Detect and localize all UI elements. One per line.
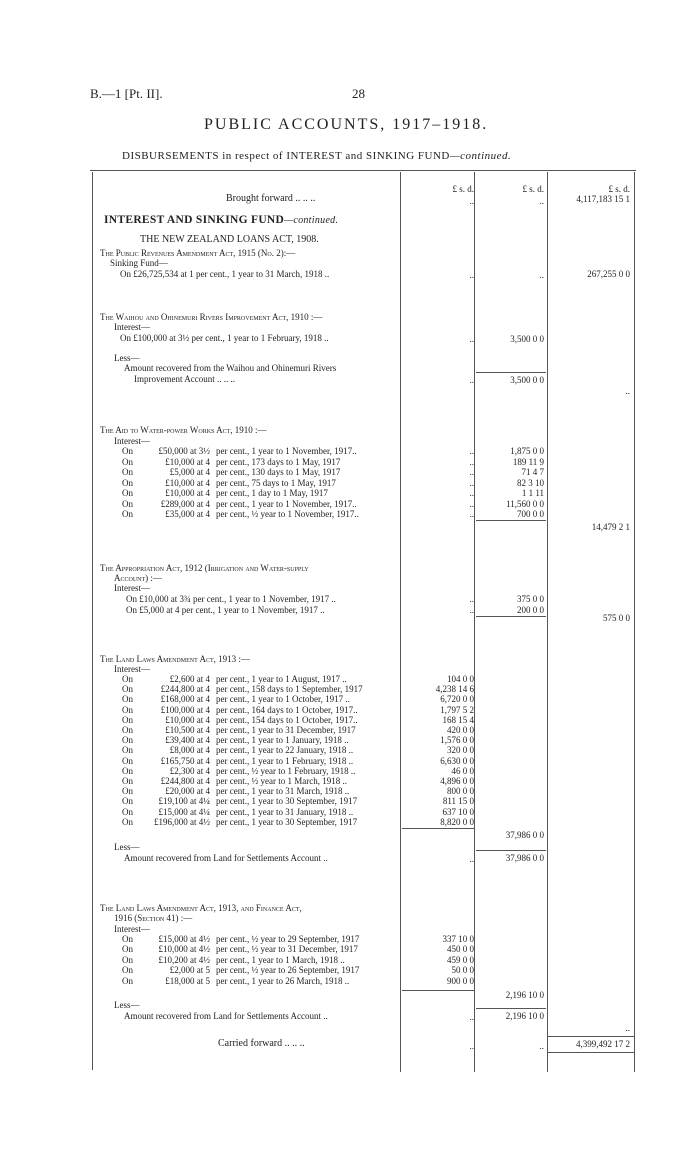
s5-less-rule: [476, 850, 546, 851]
s5-row-on: On: [122, 786, 133, 797]
s5-row-c1: 420 0 0: [447, 725, 474, 735]
s5-row-desc: per cent., 1 year to 1 February, 1918 ..: [216, 755, 354, 766]
s5-row-c1: 800 0 0: [447, 786, 474, 797]
brought-forward-c2: ..: [539, 196, 544, 206]
s3-row-desc: per cent., 1 day to 1 May, 1917: [216, 488, 328, 498]
s5-row-c1: 637 10 0: [442, 806, 474, 817]
s3-row-c2: 700 0 0: [517, 509, 544, 519]
s3-sub: Interest—: [114, 436, 150, 446]
s5-row-desc: per cent., 1 year to 30 September, 1917: [216, 816, 358, 827]
s6-row-desc: per cent., 1 year to 26 March, 1918 ..: [216, 975, 350, 986]
s3-row-c2: 1,875 0 0: [510, 446, 544, 456]
s3-row-c1: ..: [469, 509, 474, 519]
s4-title1: The Appropriation Act, 1912 (Irrigation and Water-supply: [100, 563, 309, 573]
s3-row-c2: 189 11 9: [512, 456, 544, 467]
section-heading-text: INTEREST AND SINKING FUND: [104, 214, 285, 226]
table-right-rule: [634, 172, 635, 1072]
s3-row-on: On: [122, 488, 133, 498]
s6-row-on: On: [122, 975, 133, 986]
s6-row-amount: £10,200 at 4½: [158, 954, 210, 965]
s5-row-desc: per cent., 1 year to 30 September, 1917: [216, 796, 358, 807]
s4-row-line: On £5,000 at 4 per cent., 1 year to 1 November, 1917 ..: [126, 604, 325, 615]
section-heading: [104, 214, 338, 226]
s3-row-amount: £35,000 at 4: [165, 509, 210, 519]
s6-row-amount: £18,000 at 5: [165, 975, 210, 986]
s2-c1: ..: [469, 334, 474, 344]
s3-row-c1: ..: [469, 456, 474, 467]
col2-head: £ s. d.: [522, 184, 544, 194]
s5-row-amount: £10,500 at 4: [165, 725, 210, 735]
s5-row-c1: 1,797 5 2: [440, 704, 474, 715]
s3-row-desc: per cent., 75 days to 1 May, 1917: [216, 477, 336, 488]
s4-row-c2: 200 0 0: [517, 604, 544, 615]
s3-title: The Aid to Water-power Works Act, 1910 :—: [100, 425, 267, 435]
s1-line: On £26,725,534 at 1 per cent., 1 year to 31 March, 1918 ..: [120, 269, 330, 279]
s6-sub: Interest—: [114, 924, 150, 934]
s5-row-on: On: [122, 735, 133, 746]
s3-row-desc: per cent., 130 days to 1 May, 1917: [216, 467, 341, 477]
s5-row-desc: per cent., 1 year to 1 October, 1917 ..: [216, 694, 350, 705]
s2-c3: ..: [625, 386, 630, 396]
s6-row-desc: per cent., ½ year to 31 December, 1917: [216, 944, 358, 955]
s1-title: The Public Revenues Amendment Act, 1915 (No. 2):—: [100, 248, 296, 258]
s3-row-on: On: [122, 509, 133, 519]
s5-row-amount: £244,800 at 4: [160, 684, 210, 695]
s5-row-desc: per cent., 1 year to 31 December, 1917: [216, 725, 356, 735]
s3-row-on: On: [122, 446, 133, 456]
page-reference: B.—1 [Pt. II].: [90, 86, 163, 101]
s5-rule: [402, 828, 474, 829]
s5-row-on: On: [122, 765, 133, 776]
s4-sub: Interest—: [114, 583, 150, 593]
s5-row-amount: £20,000 at 4: [165, 786, 210, 797]
s5-row-desc: per cent., 1 year to 1 August, 1917 ..: [216, 674, 347, 684]
s3-row-amount: £10,000 at 4: [165, 488, 210, 498]
s3-row-c2: 1 1 11: [521, 488, 544, 498]
s5-row-amount: £19,100 at 4¼: [158, 796, 210, 807]
act-heading: THE NEW ZEALAND LOANS ACT, 1908.: [140, 234, 319, 245]
s5-row-on: On: [122, 806, 133, 817]
s5-less-c1: ..: [469, 854, 474, 864]
s6-row-c1: 459 0 0: [447, 954, 474, 965]
subtitle-continued: —continued.: [449, 150, 512, 162]
brought-forward-label: Brought forward .. .. ..: [226, 193, 316, 204]
s6-less-c1: ..: [469, 1012, 474, 1022]
s4-rule: [476, 616, 546, 617]
s5-row-c1: 6,630 0 0: [440, 755, 474, 766]
s5-row-desc: per cent., 1 year to 1 January, 1918 ..: [216, 735, 349, 746]
s5-row-amount: £168,000 at 4: [160, 694, 210, 705]
table-top-rule: [90, 170, 636, 171]
s5-row-on: On: [122, 684, 133, 695]
s5-row-c1: 168 15 4: [442, 714, 474, 725]
s5-row-on: On: [122, 796, 133, 807]
page-title: PUBLIC ACCOUNTS, 1917–1918.: [204, 116, 489, 133]
s6-row-desc: per cent., ½ year to 29 September, 1917: [216, 934, 360, 944]
s6-row-amount: £10,000 at 4½: [158, 944, 210, 955]
s2-line: On £100,000 at 3½ per cent., 1 year to 1 February, 1918 ..: [120, 333, 329, 343]
s5-row-desc: per cent., 1 year to 31 January, 1918 ..: [216, 806, 354, 817]
s2-title: The Waihou and Ohinemuri Rivers Improvement Act, 1910 :—: [100, 312, 323, 322]
s5-row-amount: £2,300 at 4: [169, 765, 210, 776]
s5-row-c1: 104 0 0: [447, 674, 474, 684]
page-subtitle: [122, 150, 511, 162]
s5-row-on: On: [122, 745, 133, 756]
s3-row-amount: £5,000 at 4: [169, 467, 210, 477]
s1-c3: 267,255 0 0: [587, 269, 630, 279]
s6-less-rule: [476, 1008, 546, 1009]
s5-less-c2: 37,986 0 0: [505, 853, 544, 863]
page-number: 28: [352, 86, 365, 101]
s3-row-c2: 71 4 7: [521, 467, 544, 477]
s3-row-on: On: [122, 467, 133, 477]
subtitle-main: DISBURSEMENTS in respect of INTEREST and SINKING FUND: [122, 150, 450, 162]
s6-row-c1: 337 10 0: [442, 934, 474, 944]
s5-row-desc: per cent., 158 days to 1 September, 1917: [216, 684, 363, 695]
s6-c3: ..: [625, 1023, 630, 1033]
s3-row-desc: per cent., 1 year to 1 November, 1917..: [216, 498, 357, 509]
col2-rule: [474, 172, 475, 1072]
s5-row-amount: £10,000 at 4: [165, 714, 210, 725]
s5-row-desc: per cent., 1 year to 22 January, 1918 ..: [216, 745, 354, 756]
s5-row-amount: £39,400 at 4: [165, 735, 210, 746]
s5-row-on: On: [122, 674, 133, 684]
s5-row-amount: £244,800 at 4: [160, 776, 210, 786]
s4-row-c1: ..: [469, 594, 474, 604]
s5-row-c1: 4,896 0 0: [440, 776, 474, 786]
carried-forward-c3: 4,399,492 17 2: [576, 1039, 630, 1049]
s5-row-desc: per cent., ½ year to 1 February, 1918 ..: [216, 765, 356, 776]
s5-c2: 37,986 0 0: [505, 830, 544, 840]
s5-row-c1: 1,576 0 0: [440, 735, 474, 746]
carried-forward-label: Carried forward .. .. ..: [218, 1038, 305, 1049]
s6-rule: [402, 990, 474, 991]
s3-row-on: On: [122, 456, 133, 467]
s3-row-on: On: [122, 498, 133, 509]
s5-row-c1: 46 0 0: [451, 765, 474, 776]
s1-c1: ..: [469, 270, 474, 280]
s5-row-on: On: [122, 725, 133, 735]
s6-less-line: Amount recovered from Land for Settlements Account ..: [124, 1011, 328, 1021]
s5-row-on: On: [122, 714, 133, 725]
s3-row-amount: £10,000 at 4: [165, 477, 210, 488]
s6-title1: The Land Laws Amendment Act, 1913, and Finance Act,: [100, 903, 302, 913]
s4-row-line: On £10,000 at 3¾ per cent., 1 year to 1 November, 1917 ..: [126, 594, 336, 604]
s6-c2: 2,196 10 0: [505, 990, 544, 1000]
s2-less-line1: Amount recovered from the Waihou and Ohinemuri Rivers: [124, 363, 337, 373]
s5-sub: Interest—: [114, 664, 150, 674]
s5-row-on: On: [122, 755, 133, 766]
s5-row-amount: £100,000 at 4: [160, 704, 210, 715]
s3-row-c1: ..: [469, 446, 474, 456]
s5-title: The Land Laws Amendment Act, 1913 :—: [100, 654, 250, 664]
s5-less-line: Amount recovered from Land for Settlements Account ..: [124, 853, 328, 863]
s5-row-desc: per cent., 1 year to 31 March, 1918 ..: [216, 786, 350, 797]
s5-row-amount: £165,750 at 4: [160, 755, 210, 766]
s6-row-c1: 50 0 0: [451, 965, 474, 976]
s3-row-c2: 11,560 0 0: [506, 498, 544, 509]
s5-row-c1: 6,720 0 0: [440, 694, 474, 705]
s3-row-desc: per cent., 1 year to 1 November, 1917..: [216, 446, 357, 456]
brought-forward-c1: ..: [469, 196, 474, 206]
s6-title2: 1916 (Section 41) :—: [114, 913, 193, 923]
s5-row-on: On: [122, 704, 133, 715]
s5-row-amount: £15,000 at 4¼: [158, 806, 210, 817]
s3-row-c1: ..: [469, 477, 474, 488]
section-heading-cont: —continued.: [284, 215, 339, 226]
s2-less-line2: Improvement Account .. .. ..: [134, 374, 235, 384]
s3-row-c1: ..: [469, 488, 474, 498]
s5-row-c1: 8,820 0 0: [440, 816, 474, 827]
s3-row-desc: per cent., 173 days to 1 May, 1917: [216, 456, 341, 467]
s6-row-on: On: [122, 965, 133, 976]
s6-row-c1: 450 0 0: [447, 944, 474, 955]
s4-title2: Account) :—: [114, 573, 162, 583]
col3-head: £ s. d.: [608, 184, 630, 194]
brought-forward-c3: 4,117,183 15 1: [576, 194, 630, 204]
s3-row-amount: £50,000 at 3½: [158, 446, 210, 456]
s5-row-desc: per cent., 154 days to 1 October, 1917..: [216, 714, 358, 725]
s1-c2: ..: [539, 270, 544, 280]
s3-row-amount: £289,000 at 4: [160, 498, 210, 509]
s4-row-c2: 375 0 0: [517, 594, 544, 604]
s6-row-amount: £15,000 at 4½: [158, 934, 210, 944]
s5-row-on: On: [122, 694, 133, 705]
s2-less-c2: 3,500 0 0: [510, 375, 544, 385]
s3-rule: [476, 520, 546, 521]
s5-row-c1: 320 0 0: [447, 745, 474, 756]
s6-row-on: On: [122, 934, 133, 944]
s4-c3: 575 0 0: [603, 613, 630, 623]
carried-forward-rule-top: [548, 1036, 634, 1037]
s2-c2: 3,500 0 0: [510, 334, 544, 344]
s4-row-c1: ..: [469, 604, 474, 615]
s5-row-amount: £8,000 at 4: [169, 745, 210, 756]
s3-row-c1: ..: [469, 498, 474, 509]
s5-row-amount: £2,600 at 4: [169, 674, 210, 684]
s5-row-desc: per cent., 164 days to 1 October, 1917..: [216, 704, 358, 715]
s6-row-on: On: [122, 954, 133, 965]
s2-less: Less—: [114, 353, 140, 363]
s3-row-desc: per cent., ½ year to 1 November, 1917..: [216, 509, 359, 519]
s3-c3: 14,479 2 1: [591, 522, 630, 532]
s5-row-c1: 811 15 0: [442, 796, 474, 807]
s3-row-amount: £10,000 at 4: [165, 456, 210, 467]
s3-row-on: On: [122, 477, 133, 488]
carried-forward-c1: ..: [469, 1041, 474, 1051]
s6-row-amount: £2,000 at 5: [169, 965, 210, 976]
s2-less-c1: ..: [469, 375, 474, 385]
s3-row-c1: ..: [469, 467, 474, 477]
s5-row-amount: £196,000 at 4½: [154, 816, 210, 827]
s2-rule: [476, 372, 546, 373]
s6-less-c2: 2,196 10 0: [505, 1011, 544, 1021]
s6-row-desc: per cent., 1 year to 1 March, 1918 ..: [216, 954, 345, 965]
s1-sub: Sinking Fund—: [110, 258, 168, 268]
s5-row-on: On: [122, 776, 133, 786]
s5-row-c1: 4,238 14 6: [435, 684, 474, 695]
s6-row-on: On: [122, 944, 133, 955]
carried-forward-c2: ..: [539, 1041, 544, 1051]
s5-row-desc: per cent., ½ year to 1 March, 1918 ..: [216, 776, 347, 786]
table-left-rule: [92, 172, 93, 1070]
s6-less: Less—: [114, 1000, 140, 1010]
s2-sub: Interest—: [114, 322, 150, 332]
s5-row-on: On: [122, 816, 133, 827]
carried-forward-rule-bottom: [548, 1052, 634, 1053]
s5-less: Less—: [114, 842, 140, 852]
s6-row-c1: 900 0 0: [447, 975, 474, 986]
s6-row-desc: per cent., ½ year to 26 September, 1917: [216, 965, 360, 976]
s3-row-c2: 82 3 10: [517, 477, 544, 488]
col1-head: £ s. d.: [452, 184, 474, 194]
